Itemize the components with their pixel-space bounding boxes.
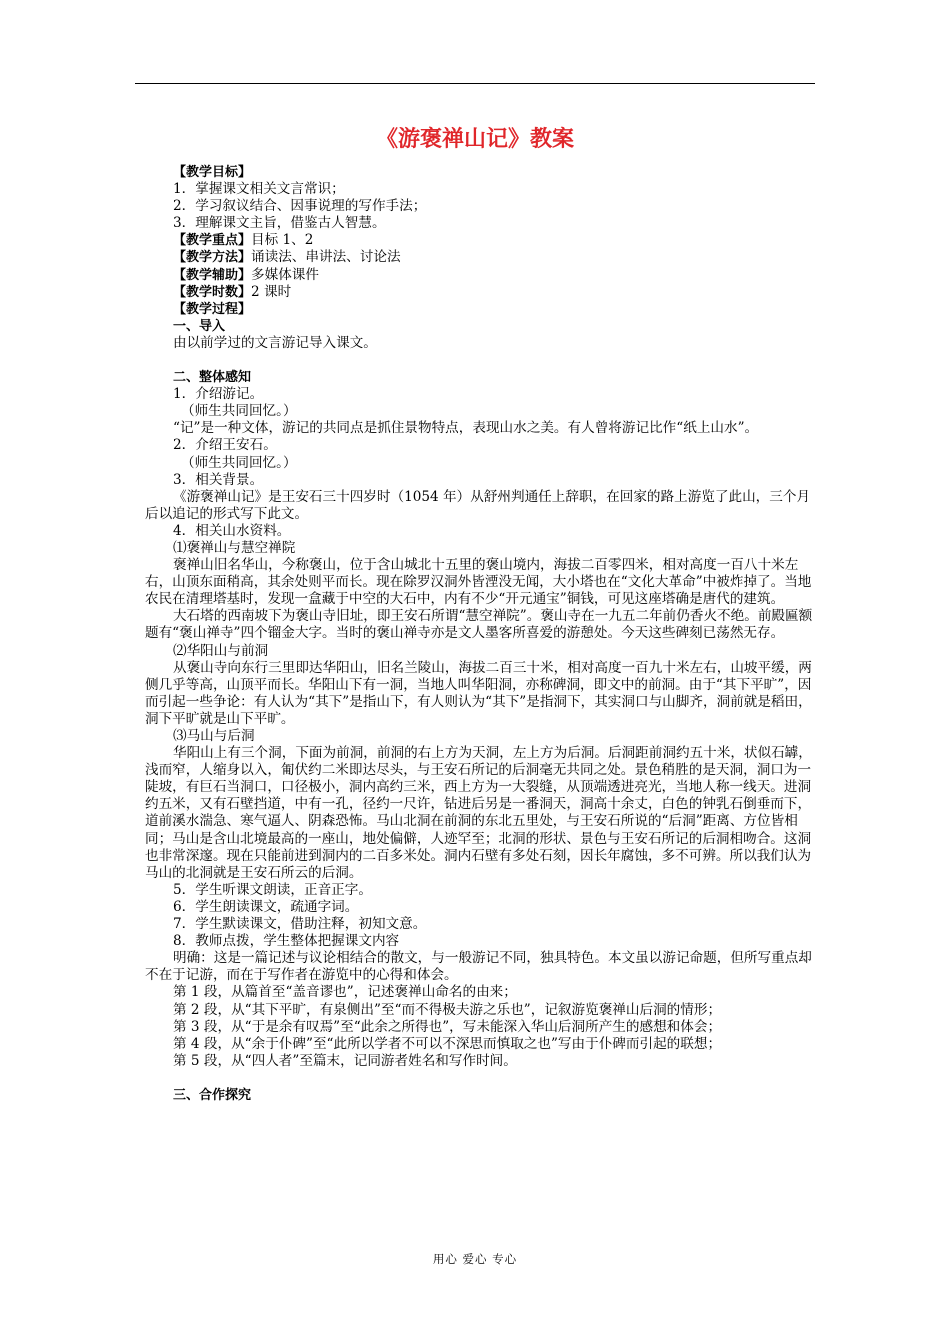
key-points (145, 232, 817, 249)
document-title: 《游褒禅山记》教案 (375, 127, 574, 152)
goal-1: 1．掌握课文相关文言常识； (173, 181, 345, 198)
sub-3-paragraph-1: 华阳山上有三个洞，下面为前洞，前洞的右上方为天洞，左上方为后洞。后洞距前洞约五十米，状似石罅，浅而窄，人缩身以入，匍伏约二米即达尽头，与王安石所记的后洞毫无共同之处。景色稍胜的是天洞，洞口为一陡坡，有巨石当洞口，口径极小，洞内高约三米，西上方为一大裂缝，从顶端透进亮光，当地人称一线天。进洞约五米，又有石壁挡道，中有一孔，径约一尺许，钻进后另是一番洞天，洞高十余丈，白色的钟乳石倒垂而下，道前溪水湍急、寒气逼人、阴森恐怖。马山北洞在前洞的东北五里处，与王安石所说的“后洞”距离、方位皆相同；马山是含山北境最高的一座山，地处偏僻，人迹罕至；北洞的形状、景色与王安石所记的后洞相吻合。这洞也非常深邃。现在只能前进到洞内的二百多米处。洞内石壁有多处石刻，因长年腐蚀，多不可辨。所以我们认为马山的北洞就是王安石所云的后洞。 (145, 745, 812, 881)
header-rule (135, 83, 815, 84)
key-value: 目标 1、2 (251, 232, 314, 249)
spacer (145, 352, 817, 369)
teaching-method (145, 249, 817, 266)
sub-1-paragraph-1: 褒禅山旧名华山，今称褒山，位于含山城北十五里的褒山境内，海拔二百零四米，相对高度一百八十米左右，山顶东面稍高，其余处则平而长。现在除罗汉洞外皆湮没无闻，大小塔也在“文化大革命”中被炸掉了。当地农民在清理塔基时，发现一盒藏于中空的大石中，内有不少“开元通宝”铜钱，可见这座塔确是唐代的建筑。 (145, 557, 812, 608)
section-2-heading: 二、整体感知 (173, 370, 252, 386)
item-1-note: （师生共同回忆。） (181, 403, 297, 420)
item-3-text: 《游褒禅山记》是王安石三十四岁时（1054 年）从舒州判通任上辞职，在回家的路上游览了此山，三个月后以追记的形式写下此文。 (145, 488, 811, 522)
section-1-text: 由以前学过的文言游记导入课文。 (173, 334, 377, 351)
item-6: 6．学生朗读课文，疏通字词。 (173, 898, 359, 915)
key-label: 【教学重点】 (173, 233, 252, 249)
paragraph-summary-1: 第 1 段，从篇首至“盖音谬也”，记述褒禅山命名的由来； (173, 984, 517, 1001)
goal-2: 2．学习叙议结合、因事说理的写作手法； (173, 198, 427, 215)
hours-value: 2 课时 (251, 283, 292, 300)
paragraph-summary-3: 第 3 段，从“于是余有叹焉”至“此余之所得也”，写未能深入华山后洞所产生的感想和体会； (173, 1018, 722, 1035)
item-2: 2．介绍王安石。 (173, 437, 277, 454)
document-body (145, 164, 817, 1104)
item-4: 4．相关山水资料。 (173, 522, 291, 539)
sub-1-paragraph-2: 大石塔的西南坡下为褒山寺旧址，即王安石所谓“慧空禅院”。褒山寺在一九五二年前仍香火不绝。前殿匾额题有“褒山禅寺”四个镏金大字。当时的褒山禅寺亦是文人墨客所喜爱的游憩处。今天这些碑刻已荡然无存。 (145, 608, 813, 642)
section-1-heading: 一、导入 (173, 318, 226, 334)
process-label: 【教学过程】 (173, 301, 252, 317)
aid-value: 多媒体课件 (251, 266, 319, 283)
teaching-aid (145, 267, 817, 284)
section-3-heading: 三、合作探究 (173, 1087, 252, 1103)
item-3: 3．相关背景。 (173, 471, 264, 488)
paragraph-summary-5: 第 5 段，从“四人者”至篇末，记同游者姓名和写作时间。 (173, 1052, 517, 1069)
item-2-note: （师生共同回忆。） (181, 454, 297, 471)
goal-3: 3．理解课文主旨，借鉴古人智慧。 (173, 215, 386, 232)
page-footer: 用心 爱心 专心 (432, 1252, 518, 1266)
hours-label: 【教学时数】 (173, 284, 252, 300)
sub-2-heading: ⑵华阳山与前洞 (173, 642, 269, 659)
sub-1-heading: ⑴褒禅山与慧空禅院 (173, 539, 296, 556)
teaching-hours (145, 284, 817, 301)
goals-label: 【教学目标】 (173, 165, 252, 180)
aid-label: 【教学辅助】 (173, 267, 252, 283)
item-1-text: “记”是一种文体，游记的共同点是抓住景物特点，表现山水之美。有人曾将游记比作“纸上山水”。 (173, 420, 759, 437)
item-1: 1．介绍游记。 (173, 386, 264, 403)
item-8: 8．教师点拨，学生整体把握课文内容 (173, 933, 400, 950)
paragraph-summary-2: 第 2 段，从“其下平旷，有泉侧出”至“而不得极夫游之乐也”，记叙游览褒禅山后洞的情形； (173, 1001, 722, 1018)
spacer (145, 1070, 817, 1087)
item-7: 7．学生默读课文，借助注释，初知文意。 (173, 916, 427, 933)
method-label: 【教学方法】 (173, 250, 252, 266)
item-5: 5．学生听课文朗读，正音正字。 (173, 881, 372, 898)
sub-2-paragraph-1: 从褒山寺向东行三里即达华阳山，旧名兰陵山，海拔二百三十米，相对高度一百九十米左右，山坡平缓，两侧几乎等高，山顶平而长。华阳山下有一洞，当地人叫华阳洞，亦称碑洞，即文中的前洞。由于“其下平旷”，因而引起一些争论：有人认为“其下”是指山下，有人则认为“其下”是指洞下，其实洞口与山脚齐，洞前就是稻田，洞下平旷就是山下平旷。 (145, 659, 812, 727)
sub-3-heading: ⑶马山与后洞 (173, 728, 255, 744)
item-8-paragraph: 明确：这是一篇记述与议论相结合的散文，与一般游记不同，独具特色。本文虽以游记命题，但所写重点却不在于记游，而在于写作者在游览中的心得和体会。 (145, 950, 812, 984)
paragraph-summary-4: 第 4 段，从“余于仆碑”至“此所以学者不可以不深思而慎取之也”写由于仆碑而引起的联想； (173, 1035, 722, 1052)
method-value: 诵读法、串讲法、讨论法 (251, 249, 401, 266)
